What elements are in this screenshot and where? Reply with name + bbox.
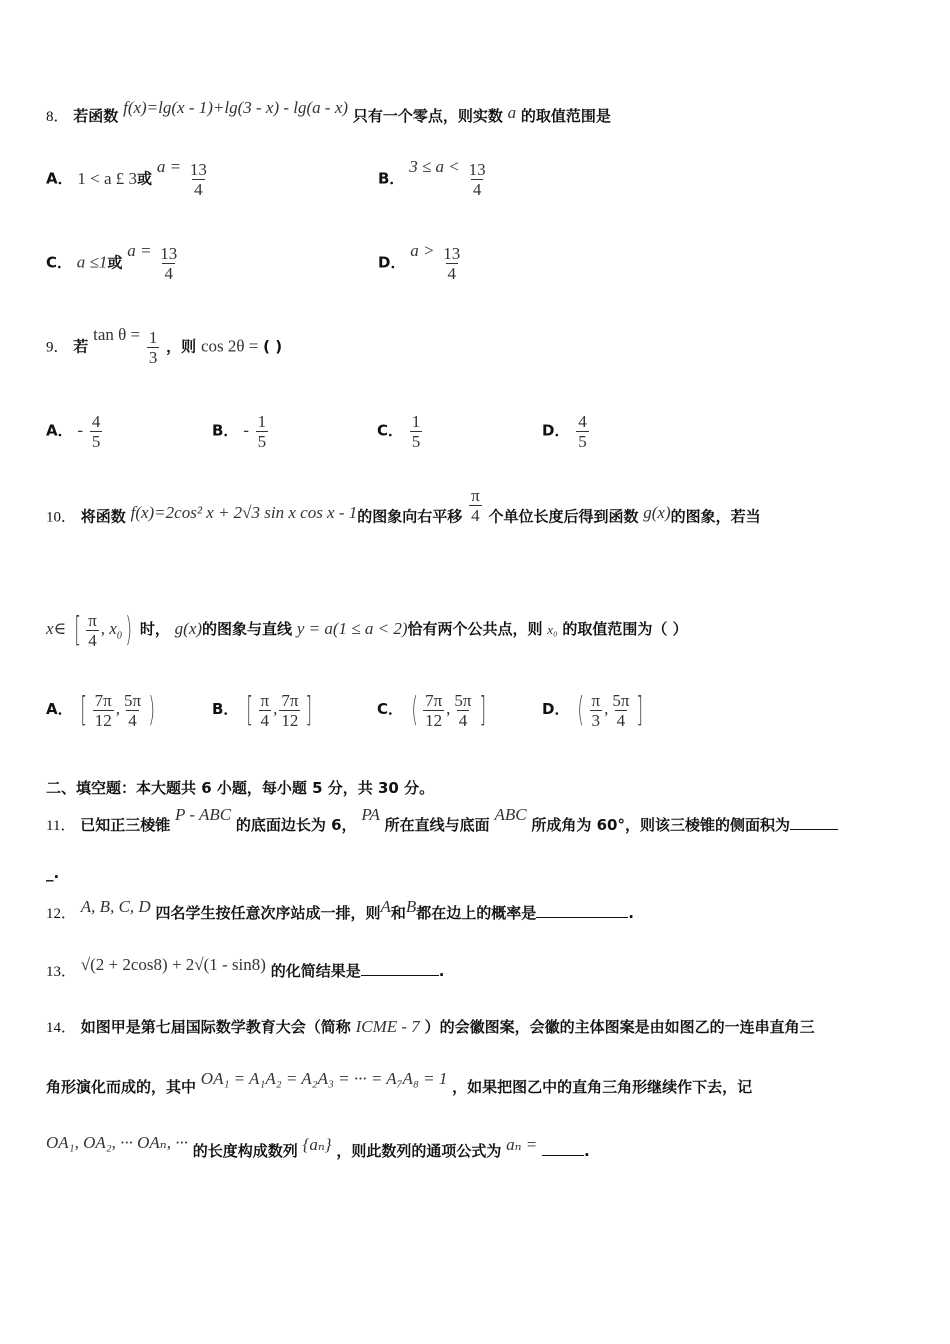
option-label: D． [542, 700, 570, 718]
q14-seq: {aₙ} [302, 1135, 332, 1154]
q12-end: . [628, 904, 634, 922]
q10-eq: y = a(1 ≤ a < 2) [296, 619, 408, 638]
q10-x0: x₀ [547, 622, 558, 637]
q10-option-d[interactable]: D． ( $\frac{\pi}{3}$ , $\frac{5\pi}{4}$ ] [542, 690, 644, 730]
option-fraction: $\frac{\pi}{3}$ [591, 690, 601, 730]
q10-number: 10． [46, 509, 77, 526]
bracket-right: ) [148, 690, 156, 730]
q12-names: A, B, C, D [80, 897, 151, 916]
option-fraction: $\frac{13}{4}$ [443, 244, 461, 283]
option-fraction: $\frac{7\pi}{12}$ [94, 690, 112, 730]
bracket-left: ( [411, 690, 418, 730]
option-fraction: $\frac{13}{4}$ [189, 160, 207, 199]
q14-text: 的长度构成数列 [192, 1142, 298, 1160]
option-label: A． [46, 169, 73, 188]
option-label: B． [378, 169, 405, 188]
option-label: C． [46, 253, 73, 272]
q14-text: ，如果把图乙中的直角三角形继续作下去，记 [452, 1078, 753, 1096]
option-fraction: $\frac{7\pi}{12}$ [425, 690, 443, 730]
q8-option-c[interactable] [46, 240, 181, 283]
q13-post: 的化简结果是 [270, 962, 361, 980]
q9-cond: tan θ = [93, 324, 141, 344]
q9-option-b[interactable] [212, 412, 270, 451]
q12-a: A [380, 897, 391, 916]
q13-end: . [438, 962, 445, 980]
option-label: A． [46, 421, 73, 440]
q12-stem [46, 897, 634, 923]
q14-text: 如图甲是第七届国际数学教育大会（简称 [80, 1018, 351, 1036]
option-fraction: $\frac{4}{5}$ [91, 412, 101, 451]
q12-and: 和 [390, 904, 406, 922]
q10-g: g(x) [174, 619, 203, 638]
q8-stem [46, 98, 611, 126]
q8-post2: 的取值范围是 [520, 107, 611, 125]
q10-x: x∈ [46, 619, 67, 638]
q9-post: ( ) [263, 337, 283, 356]
option-or: 或 [107, 253, 123, 272]
bracket-right: ) [125, 610, 132, 650]
q10-post: 的图象，若当 [670, 507, 761, 526]
q10-mid: 恰有两个公共点，则 [407, 620, 543, 638]
option-text: 3 ≤ a < [409, 156, 460, 176]
q10-pre: 将函数 [80, 507, 126, 526]
option-fraction: $\frac{13}{4}$ [160, 244, 178, 283]
q10-option-c[interactable]: C． ( $\frac{7\pi}{12}$ , $\frac{5\pi}{4}$ ] [377, 690, 486, 730]
q10-range-fraction: $\frac{\pi}{4}$ [88, 610, 97, 650]
option-text: a = [127, 240, 152, 260]
q10-stem-line2 [46, 610, 688, 650]
q12-mid: 四名学生按任意次序站成一排，则 [155, 904, 381, 922]
option-text: a ≤1 [76, 252, 108, 272]
q10-stem [46, 486, 761, 537]
option-fraction: $\frac{1}{5}$ [257, 412, 267, 451]
option-label: D． [378, 253, 406, 272]
q14-text: ，则此数列的通项公式为 [336, 1142, 502, 1160]
q14-line2 [46, 1069, 753, 1097]
bracket-right: ] [305, 690, 313, 730]
q9-option-d[interactable] [542, 412, 591, 451]
option-fraction: $\frac{13}{4}$ [468, 160, 486, 199]
q11-number: 11． [46, 818, 76, 834]
option-text: 1 < a £ 3 [77, 168, 138, 188]
q14-line3 [46, 1133, 590, 1161]
q14-eq: OA₁ = A₁A₂ = A₂A₃ = ··· = A₇A₈ = 1 [200, 1069, 448, 1088]
option-label: A． [46, 700, 73, 718]
q10-mid: 的图象向右平移 [357, 507, 463, 526]
q8-option-d[interactable] [378, 240, 464, 283]
q9-pre: 若 [73, 337, 89, 356]
bracket-left: ( [577, 690, 585, 730]
q9-expr: cos 2θ = [200, 336, 259, 356]
q11-post: 所成角为 60°，则该三棱锥的侧面积为 [531, 816, 790, 834]
q12-post: 都在边上的概率是 [416, 904, 537, 922]
option-fraction: $\frac{\pi}{4}$ [260, 690, 270, 730]
q10-option-a[interactable]: A． [ $\frac{7\pi}{12}$ , $\frac{5\pi}{4}$ ) [46, 690, 156, 730]
q8-option-b[interactable] [378, 156, 490, 199]
q10-shift-fraction: $\frac{\pi}{4}$ [471, 486, 480, 525]
q11-pyramid: P - ABC [175, 805, 232, 824]
option-label: C． [377, 421, 404, 440]
q14-an: aₙ = [506, 1135, 538, 1154]
option-label: C． [377, 700, 404, 718]
q11-stem [46, 805, 838, 835]
answer-blank[interactable] [536, 903, 628, 918]
q13-expr: √(2 + 2cos8) + 2√(1 - sin8) [80, 955, 266, 974]
q10-mid2: 个单位长度后得到函数 [488, 507, 639, 526]
bracket-left: [ [246, 690, 254, 730]
q10-post: 的取值范围为（ ） [562, 620, 688, 638]
q14-icme: ICME - 7 [355, 1017, 420, 1036]
answer-blank[interactable] [790, 815, 838, 830]
q12-number: 12． [46, 906, 77, 922]
option-or: 或 [137, 169, 153, 188]
q11-abc: ABC [494, 805, 527, 824]
option-label: B． [212, 421, 239, 440]
q9-stem [46, 324, 283, 367]
q11-tail: _. [46, 864, 60, 882]
q14-end: . [584, 1142, 590, 1160]
q9-option-c[interactable] [377, 412, 424, 451]
q9-option-a[interactable] [46, 412, 104, 451]
option-label: B． [212, 700, 239, 718]
q11-mid2: 所在直线与底面 [384, 816, 490, 834]
section-heading: 二、填空题：本大题共 6 小题，每小题 5 分，共 30 分。 [46, 779, 435, 797]
option-fraction: $\frac{7\pi}{12}$ [281, 690, 299, 730]
q8-number: 8． [46, 109, 69, 125]
q11-mid: 的底面边长为 6， [235, 816, 357, 834]
q11-pre: 已知正三棱锥 [80, 816, 171, 834]
answer-blank[interactable] [361, 961, 439, 976]
option-fraction: $\frac{4}{5}$ [578, 412, 587, 451]
q14-number: 14． [46, 1020, 77, 1036]
q13-number: 13． [46, 964, 77, 980]
q8-option-a[interactable] [46, 156, 211, 199]
q12-b: B [405, 897, 417, 916]
q8-var: a [507, 103, 517, 122]
q8-formula: f(x)=lg(x - 1)+lg(3 - x) - lg(a - x) [123, 98, 349, 117]
q10-option-b[interactable]: B． [ $\frac{\pi}{4}$ , $\frac{7\pi}{12}$ ] [212, 690, 313, 730]
option-fraction: $\frac{5\pi}{4}$ [454, 690, 472, 730]
q8-post: 只有一个零点，则实数 [352, 107, 503, 125]
q10-range-x0: , $x_0$ [100, 619, 122, 642]
q9-mid: ，则 [166, 337, 197, 356]
option-fraction: $\frac{5\pi}{4}$ [124, 690, 142, 730]
option-sign: - [243, 420, 249, 440]
bracket-left: [ [74, 610, 81, 650]
option-text: a = [156, 156, 182, 176]
q10-mid: 的图象与直线 [202, 620, 293, 638]
option-label: D． [542, 421, 570, 440]
q10-g: g(x) [643, 502, 671, 522]
bracket-left: [ [80, 690, 88, 730]
q14-eq: OA₁, OA₂, ··· OAₙ, ··· [46, 1133, 188, 1152]
bracket-right: ] [478, 690, 486, 730]
bracket-right: ] [636, 690, 644, 730]
option-sign: - [77, 420, 84, 440]
q11-pa: PA [361, 805, 380, 824]
q10-formula: f(x)=2cos² x + 2√3 sin x cos x - 1 [130, 502, 358, 522]
q14-text: ）的会徽图案，会徽的主体图案是由如图乙的一连串直角三 [424, 1018, 815, 1036]
option-text: a > [410, 240, 435, 260]
option-fraction: $\frac{1}{5}$ [411, 412, 421, 451]
option-fraction: $\frac{5\pi}{4}$ [612, 690, 630, 730]
q14-text: 角形演化而成的，其中 [46, 1078, 197, 1096]
q13-stem [46, 955, 445, 981]
q9-number: 9． [46, 339, 69, 356]
answer-blank[interactable] [542, 1141, 584, 1156]
q8-pre: 若函数 [73, 107, 119, 125]
q9-fraction: $\frac{1}{3}$ [148, 328, 158, 367]
q10-mid: 时， [139, 620, 170, 638]
q14-line1 [46, 1016, 815, 1037]
